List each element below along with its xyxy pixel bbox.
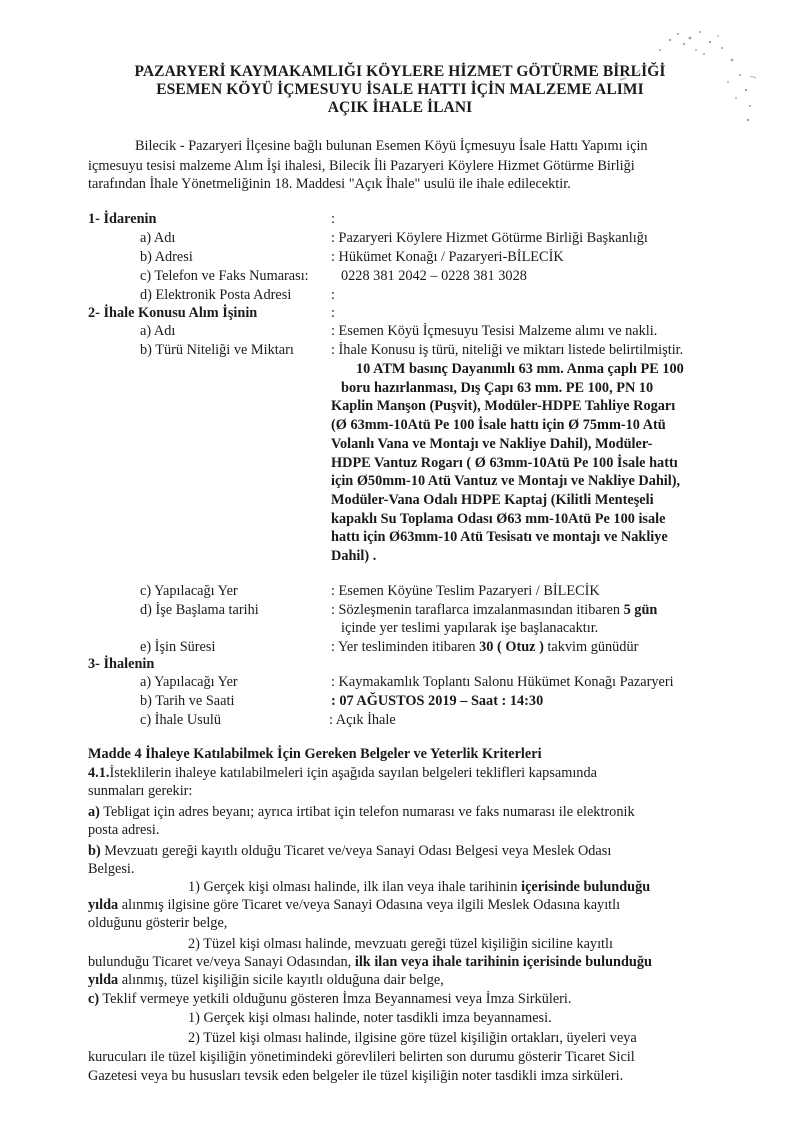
c2-line-1: 2) Tüzel kişi olması halinde, ilgisine göre tüzel kişiliğin ortakları, üyeleri veya [188,1030,637,1046]
p41-line-2: sunmaları gerekir: [88,783,193,799]
b1-line-3: olduğunu gösterir belge, [88,915,228,931]
b-line-1: b) Mevzuatı gereği kayıtlı olduğu Ticaret ve/veya Sanayi Odası Belgesi veya Meslek Odası [88,843,612,859]
material-line: kapaklı Su Toplama Odası Ø63 mm-10Atü Pe 100 isale [331,510,666,527]
s1-c-value: 0228 381 2042 – 0228 381 3028 [341,268,527,284]
a-line-1: a) Tebligat için adres beyanı; ayrıca irtibat için telefon numarası ve faks numarası ile elektronik [88,804,635,820]
c-line-1: c) Teklif vermeye yetkili olduğunu gösteren İmza Beyannamesi veya İmza Sirküleri. [88,991,572,1007]
material-line: hattı için Ø63mm-10 Atü Tesisatı ve montajı ve Nakliye [331,529,668,546]
section-1-heading: 1- İdarenin [88,211,157,227]
c2-line-2: kurucuları ile tüzel kişiliğin yönetimindeki görevlileri belirten son durumu gösterir Ticaret Sicil [88,1049,635,1065]
section-1-colon: : [331,211,335,227]
s2-d-value-line2: içinde yer teslimi yapılarak işe başlanacaktır. [341,620,599,636]
material-line: Kaplin Manşon (Puşvit), Modüler-HDPE Tahliye Rogarı [331,398,676,415]
s2-b-label: b) Türü Niteliği ve Miktarı [140,342,294,358]
b2-line-1: 2) Tüzel kişi olması halinde, mevzuatı gereği tüzel kişiliğin siciline kayıtlı [188,936,613,952]
section-2-colon: : [331,305,335,321]
title-line-2: ESEMEN KÖYÜ İÇMESUYU İSALE HATTI İÇİN MALZEME ALIMI [156,81,644,98]
material-line: Modüler-Vana Odalı HDPE Kaptaj (Kilitli Menteşeli [331,491,654,508]
intro-line-3: tarafından İhale Yönetmeliğinin 18. Maddesi "Açık İhale" usulü ile ihale edilecektir. [88,176,571,192]
material-line: için Ø50mm-10 Atü Vantuz ve Montajı ve Nakliye Dahil), [331,473,681,490]
s2-a-value: : Esemen Köyü İçmesuyu Tesisi Malzeme alımı ve nakli. [331,323,658,339]
s3-b-value: : 07 AĞUSTOS 2019 – Saat : 14:30 [331,693,544,709]
title-line-3: AÇIK İHALE İLANI [327,99,473,116]
s2-e-label: e) İşin Süresi [140,639,216,655]
madde-4-heading: Madde 4 İhaleye Katılabilmek İçin Gereken Belgeler ve Yeterlik Kriterleri [88,746,542,762]
s1-c-label: c) Telefon ve Faks Numarası: [140,268,309,284]
s2-e-value: : Yer tesliminden itibaren 30 ( Otuz ) takvim günüdür [331,639,639,655]
s2-b-value: : İhale Konusu iş türü, niteliği ve miktarı listede belirtilmiştir. [331,342,684,358]
p41-line-1: 4.1.İsteklilerin ihaleye katılabilmeleri için aşağıda sayılan belgeleri teklifleri kapsamında [88,765,597,781]
intro-line-2: içmesuyu tesisi malzeme Alım İşi ihalesi, Bilecik İli Pazaryeri Köylere Hizmet Götürme Birliği [88,158,635,174]
section-2-heading: 2- İhale Konusu Alım İşinin [88,305,258,321]
b-line-2: Belgesi. [88,861,135,877]
material-line: 10 ATM basınç Dayanımlı 63 mm. Anma çaplı PE 100 [356,361,684,377]
s1-d-label: d) Elektronik Posta Adresi [140,287,292,303]
b1-line-2: yılda alınmış ilgisine göre Ticaret ve/veya Sanayi Odasına veya ilgili Meslek Odasına kayıtlı [88,897,621,913]
s1-b-value: : Hükümet Konağı / Pazaryeri-BİLECİK [331,249,564,265]
b1-line-1: 1) Gerçek kişi olması halinde, ilk ilan veya ihale tarihinin içerisinde bulunduğu [188,879,651,895]
material-line: HDPE Vantuz Rogarı ( Ø 63mm-10Atü Pe 100 İsale hattı [331,454,678,471]
s1-b-label: b) Adresi [140,249,193,265]
s1-a-label: a) Adı [140,230,176,246]
s2-c-value: : Esemen Köyüne Teslim Pazaryeri / BİLECİK [331,583,600,599]
intro-line-1: Bilecik - Pazaryeri İlçesine bağlı bulunan Esemen Köyü İçmesuyu İsale Hattı Yapımı için [135,138,648,154]
c2-line-3: Gazetesi veya bu hususları tevsik eden belgeler ile tüzel kişiliğin noter tasdikli imza sirküleri. [88,1068,624,1084]
material-line: Volanlı Vana ve Montajı ve Nakliye Dahil), Modüler- [331,435,653,452]
a-line-2: posta adresi. [88,822,160,838]
s2-d-value: : Sözleşmenin taraflarca imzalanmasından itibaren 5 gün [331,602,658,618]
section-3-heading: 3- İhalenin [88,656,155,672]
s3-b-label: b) Tarih ve Saati [140,693,235,709]
s2-d-label: d) İşe Başlama tarihi [140,602,259,618]
c1-line: 1) Gerçek kişi olması halinde, noter tasdikli imza beyannamesi. [188,1010,552,1026]
s3-a-value: : Kaymakamlık Toplantı Salonu Hükümet Konağı Pazaryeri [331,674,674,690]
title-line-1: PAZARYERİ KAYMAKAMLIĞI KÖYLERE HİZMET GÖTÜRME BİRLİĞİ [134,63,666,80]
s1-d-value: : [331,287,335,303]
s2-c-label: c) Yapılacağı Yer [140,583,238,599]
material-line: boru hazırlanması, Dış Çapı 63 mm. PE 100, PN 10 [341,379,654,396]
s3-a-label: a) Yapılacağı Yer [140,674,238,690]
s2-a-label: a) Adı [140,323,176,339]
s3-c-label: c) İhale Usulü [140,712,221,728]
b2-line-3: yılda alınmış, tüzel kişiliğin sicile kayıtlı olduğuna dair belge, [88,972,444,988]
s1-a-value: : Pazaryeri Köylere Hizmet Götürme Birliği Başkanlığı [331,230,648,246]
b2-line-2: bulunduğu Ticaret ve/veya Sanayi Odasından, ilk ilan veya ihale tarihinin içerisinde bulunduğu [88,954,652,970]
material-line: (Ø 63mm-10Atü Pe 100 İsale hattı için Ø 75mm-10 Atü [331,417,666,434]
materials-list [331,360,735,566]
material-line: Dahil) . [331,548,377,565]
s3-c-value: : Açık İhale [329,712,396,728]
